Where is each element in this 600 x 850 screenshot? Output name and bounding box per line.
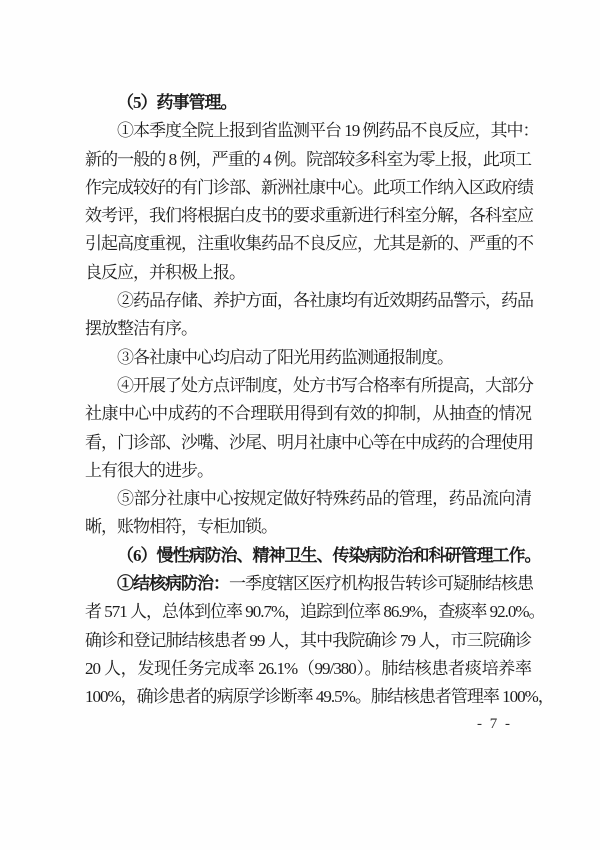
- page-number: - 7 -: [477, 716, 512, 732]
- text-run: 良反应，并积极上报。: [85, 262, 245, 282]
- text-line: [85, 174, 531, 202]
- text-line: [85, 598, 545, 626]
- text-run: 上有很大的进步。: [85, 460, 213, 480]
- text-run: ④开展了处方点评制度，处方书写合格率有所提高，大部分: [117, 375, 533, 395]
- text-line: [85, 570, 531, 598]
- text-run: 摆放整洁有序。: [85, 319, 197, 339]
- bold-text-run: （5）药事管理。: [117, 93, 237, 112]
- text-run: 者 571 人，总体到位率 90.7%，追踪到位率 86.9%，查痰率 92.0%。: [85, 602, 545, 622]
- text-line: [85, 485, 531, 513]
- text-line: [85, 89, 531, 117]
- text-run: ①本季度全院上报到省监测平台 19 例药品不良反应，其中：: [117, 121, 539, 141]
- text-run: ⑤部分社康中心按规定做好特殊药品的管理，药品流向清: [117, 489, 531, 509]
- text-run: 20 人，发现任务完成率 26.1%（99/380）。肺结核患者痰培养率: [85, 658, 531, 678]
- text-run: 社康中心中成药的不合理联用得到有效的抑制，从抽查的情况: [85, 404, 531, 424]
- text-line: [85, 202, 531, 230]
- text-run: 作完成较好的有门诊部、新洲社康中心。此项工作纳入区政府绩: [85, 177, 533, 197]
- bold-text-run: ①结核病防治：: [117, 574, 229, 594]
- text-line: [85, 655, 531, 683]
- text-line: [85, 429, 531, 457]
- text-run: 一季度辖区医疗机构报告转诊可疑肺结核患: [229, 574, 533, 594]
- text-run: 晰，账物相符，专柜加锁。: [85, 517, 277, 537]
- text-run: 看，门诊部、沙嘴、沙尾、明月社康中心等在中成药的合理使用: [85, 432, 533, 452]
- text-line: [85, 287, 531, 315]
- text-line: [85, 400, 531, 428]
- text-line: [85, 117, 539, 145]
- text-run: 新的一般的 8 例，严重的 4 例。院部较多科室为零上报，此项工: [85, 149, 531, 169]
- text-line: [85, 344, 531, 372]
- text-line: [85, 230, 531, 258]
- text-run: 效考评，我们将根据白皮书的要求重新进行科室分解，各科室应: [85, 206, 533, 226]
- text-line: [85, 146, 531, 174]
- text-line: [85, 372, 531, 400]
- text-run: 确诊和登记肺结核患者 99 人，其中我院确诊 79 人，市三院确诊: [85, 630, 531, 650]
- bold-text-run: （6）慢性病防治、精神卫生、传染病防治和科研管理工作。: [117, 545, 541, 565]
- text-run: ②药品存储、养护方面，各社康均有近效期药品警示，药品: [117, 291, 533, 311]
- text-run: 100%，确诊患者的病原学诊断率 49.5%。肺结核患者管理率 100%，: [85, 687, 554, 707]
- text-run: 引起高度重视，注重收集药品不良反应，尤其是新的、严重的不: [85, 234, 533, 254]
- text-line: [85, 259, 531, 287]
- text-run: ③各社康中心均启动了阳光用药监测通报制度。: [117, 347, 453, 367]
- text-line: [85, 457, 531, 485]
- text-line: [85, 513, 531, 541]
- text-line: [85, 542, 541, 570]
- text-line: [85, 627, 531, 655]
- text-line: [85, 315, 531, 343]
- text-line: [85, 683, 554, 711]
- document-body: [85, 89, 554, 712]
